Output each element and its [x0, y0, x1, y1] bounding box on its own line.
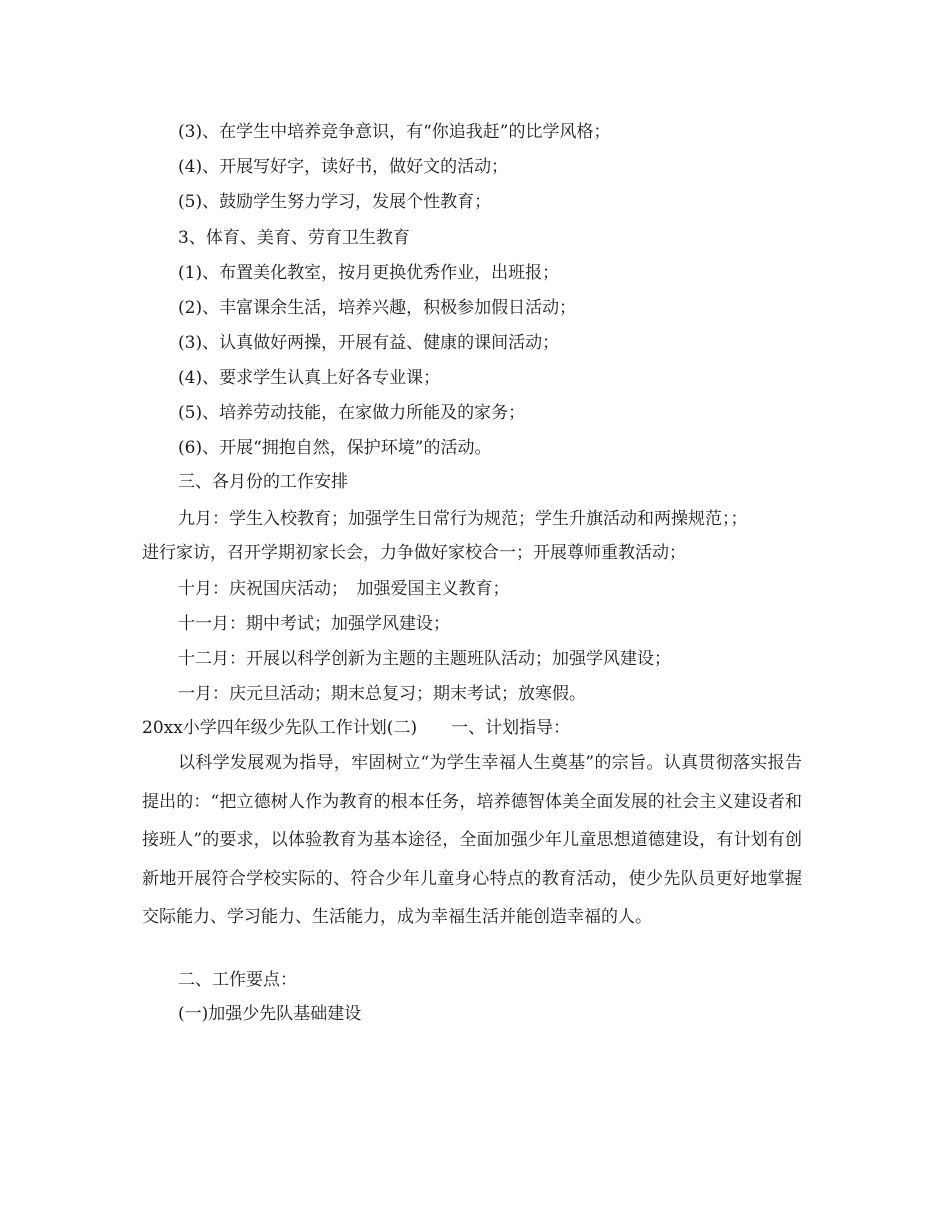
list-item: (2)、丰富课余生活，培养兴趣，积极参加假日活动； — [178, 298, 577, 318]
list-item: (3)、在学生中培养竞争意识，有“你追我赶”的比学风格； — [178, 122, 611, 142]
list-item: (5)、培养劳动技能，在家做力所能及的家务； — [178, 403, 526, 423]
section-heading: 三、各月份的工作安排 — [178, 472, 348, 492]
section-heading: 二、工作要点： — [178, 970, 297, 990]
schedule-item: 九月：学生入校教育；加强学生日常行为规范；学生升旗活动和两操规范；； — [178, 509, 748, 529]
list-item: (1)、布置美化教室，按月更换优秀作业，出班报； — [178, 263, 560, 283]
list-item: (4)、要求学生认真上好各专业课； — [178, 368, 441, 388]
list-item: (4)、开展写好字，读好书，做好文的活动； — [178, 157, 509, 177]
list-item: (5)、鼓励学生努力学习，发展个性教育； — [178, 192, 492, 212]
schedule-item: 十月：庆祝国庆活动； 加强爱国主义教育； — [178, 579, 510, 599]
body-paragraph: 以科学发展观为指导，牢固树立“为学生幸福人生奠基”的宗旨。认真贯彻落实报告提出的：“把立德树人作为教育的根本任务，培养德智体美全面发展的社会主义建设者和接班人”的要求，以体验教育为基本途径，全面加强少年儿童思想道德建设，有计划有创新地开展符合学校实际的、符合少年儿童身心特点的教育活动，使少先队员更好地掌握交际能力、学习能力、生活能力，成为幸福生活并能创造幸福的人。 — [142, 753, 802, 927]
section-heading: 3、体育、美育、劳育卫生教育 — [178, 228, 410, 248]
subsection-heading: (一)加强少先队基础建设 — [178, 1004, 362, 1024]
list-item: (3)、认真做好两操，开展有益、健康的课间活动； — [178, 333, 560, 353]
schedule-item: 十一月：期中考试；加强学风建设； — [178, 614, 450, 634]
document-title: 20xx小学四年级少先队工作计划(二) 一、计划指导： — [142, 718, 571, 738]
schedule-item-continued: 进行家访，召开学期初家长会，力争做好家校合一；开展尊师重教活动； — [142, 543, 686, 563]
schedule-item: 十二月：开展以科学创新为主题的主题班队活动；加强学风建设； — [178, 649, 671, 669]
schedule-item: 一月：庆元旦活动；期末总复习；期末考试；放寒假。 — [178, 684, 586, 704]
list-item: (6)、开展“拥抱自然，保护环境”的活动。 — [178, 438, 492, 458]
